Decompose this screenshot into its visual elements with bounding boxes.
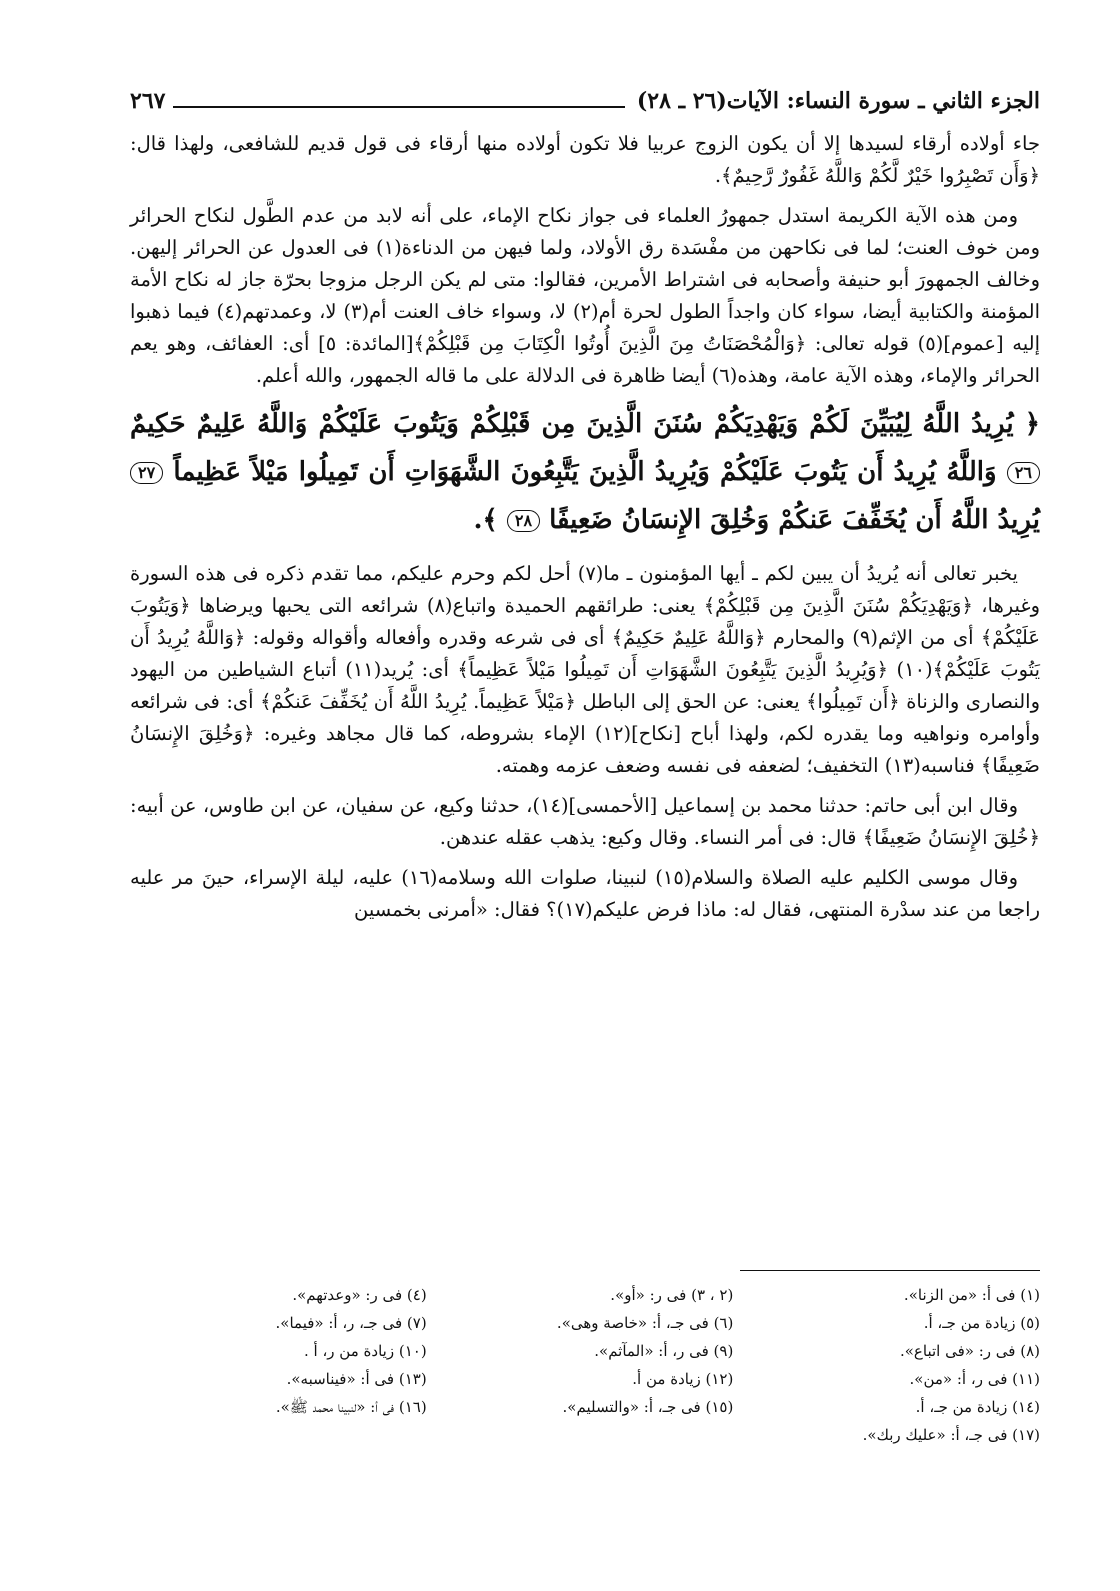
- paragraph-2: ومن هذه الآية الكريمة استدل جمهورُ العلماء فى جواز نكاح الإماء، على أنه لابد من عدم الطَّول لنكاح الحرائر ومن خوف العنت؛ لما فى نكاحهن من مفْسَدة رق الأولاد، ولما فيهن من الدناءة(١) فى العدول عن الحرائر إليهن. وخالف الجمهورَ أبو حنيفة وأصحابه فى اشتراط الأمرين، فقالوا: متى لم يكن الرجل مزوجا بحرّة جاز له نكاح الأمة المؤمنة والكتابية أيضا، سواء كان واجداً الطول لحرة أم(٢) لا، وسواء خاف العنت أم(٣) لا، وعمدتهم(٤) فيما ذهبوا إليه [عموم](٥) قوله تعالى: ﴿وَالْمُحْصَنَاتُ مِنَ الَّذِينَ أُوتُوا الْكِتَابَ مِن قَبْلِكُمْ﴾[المائدة: ٥] أى: العفائف، وهو يعم الحرائر والإماء، وهذه الآية عامة، وهذه(٦) أيضا ظاهرة فى الدلالة على ما قاله الجمهور، والله أعلم.: [130, 204, 1041, 387]
- page: [130, 0, 1040, 1591]
- footnote-11: (١١) فى ر، أ: «من».: [909, 1370, 1040, 1388]
- verse-number-28: ٢٨: [507, 510, 540, 532]
- footnote-6: (٦) فى جـ، أ: «خاصة وهى».: [556, 1314, 734, 1332]
- verse-open-bracket: ﴿: [1024, 409, 1040, 439]
- verse-close-bracket: ﴾.: [473, 505, 498, 535]
- footnote-4: (٤) فى ر: «وعدتهم».: [292, 1286, 427, 1304]
- footnote-12: (١٢) زيادة من أ.: [632, 1370, 734, 1388]
- footnote-15: (١٥) فى جـ، أ: «والتسليم».: [562, 1398, 734, 1416]
- paragraph-4: وقال ابن أبى حاتم: حدثنا محمد بن إسماعيل [الأحمسى](١٤)، حدثنا وكيع، عن سفيان، عن ابن طاوس، عن أبيه: ﴿خُلِقَ الإِنسَانُ ضَعِيفًا﴾ قال: فى أمر النساء. وقال وكيع: يذهب عقله عندهن.: [130, 794, 1040, 849]
- footnote-2-3: (٢ ، ٣) فى ر: «أو».: [610, 1286, 734, 1304]
- footnote-10: (١٠) زيادة من ر، أ .: [303, 1342, 427, 1360]
- quran-verse-block: [130, 400, 1040, 544]
- paragraph-1: جاء أولاده أرقاء لسيدها إلا أن يكون الزوج عربيا فلا تكون أولاده منها أرقاء فى قول قديم للشافعى، ولهذا قال: ﴿وَأَن تَصْبِرُوا خَيْرٌ لَّكُمْ وَاللَّهُ غَفُورٌ رَّحِيمٌ﴾.: [130, 132, 1040, 187]
- main-text: [130, 128, 1040, 934]
- footnote-17: (١٧) فى جـ، أ: «عليك ربك».: [862, 1426, 1040, 1444]
- header-rule: [173, 106, 624, 108]
- paragraph-3: يخبر تعالى أنه يُريدُ أن يبين لكم ـ أيها المؤمنون ـ ما(٧) أحل لكم وحرم عليكم، مما تقدم ذكره فى هذه السورة وغيرها، ﴿وَيَهْدِيَكُمْ سُنَنَ الَّذِينَ مِن قَبْلِكُمْ﴾ يعنى: طرائقهم الحميدة واتباع(٨) شرائعه التى يحبها ويرضاها ﴿وَيَتُوبَ عَلَيْكُمْ﴾ أى من الإثم(٩) والمحارم ﴿وَاللَّهُ عَلِيمٌ حَكِيمٌ﴾ أى فى شرعه وقدره وأفعاله وأقواله وقوله: ﴿وَاللَّهُ يُرِيدُ أَن يَتُوبَ عَلَيْكُمْ﴾(١٠) ﴿وَيُرِيدُ الَّذِينَ يَتَّبِعُونَ الشَّهَوَاتِ أَن تَمِيلُوا مَيْلاً عَظِيماً﴾ أى: يُريد(١١) أتباع الشياطين من اليهود والنصارى والزناة ﴿أَن تَمِيلُوا﴾ يعنى: عن الحق إلى الباطل ﴿مَيْلاً عَظِيماً. يُرِيدُ اللَّهُ أَن يُخَفِّفَ عَنكُمْ﴾ أى: فى شرائعه وأوامره ونواهيه وما يقدره لكم، ولهذا أباح [نكاح](١٢) الإماء بشروطه، كما قال مجاهد وغيره: ﴿وَخُلِقَ الإِنسَانُ ضَعِيفًا﴾ فناسبه(١٣) التخفيف؛ لضعفه فى نفسه وضعف عزمه وهمته.: [130, 562, 1041, 777]
- footnote-13: (١٣) فى أ: «فيناسبه».: [286, 1370, 427, 1388]
- verse-part-3: يُرِيدُ اللَّهُ أَن يُخَفِّفَ عَنكُمْ وَخُلِقَ الإِنسَانُ ضَعِيفًا: [549, 505, 1040, 535]
- footnotes: [130, 1270, 1040, 1445]
- page-number: ٢٦٧: [130, 88, 166, 114]
- header-title: الجزء الثاني ـ سورة النساء: الآيات(٢٦ ـ ٢٨): [636, 88, 1040, 114]
- verse-part-1: يُرِيدُ اللَّهُ لِيُبَيِّنَ لَكُمْ وَيَهْدِيَكُمْ سُنَنَ الَّذِينَ مِن قَبْلِكُمْ وَيَتُوبَ عَلَيْكُمْ وَاللَّهُ عَلِيمٌ حَكِيمٌ: [130, 409, 1014, 439]
- footnote-9: (٩) فى ر، أ: «المآثم».: [594, 1342, 734, 1360]
- verse-number-27: ٢٧: [130, 462, 163, 484]
- footnote-5: (٥) زيادة من جـ، أ.: [923, 1314, 1040, 1332]
- footnote-8: (٨) فى ر: «فى اتباع».: [899, 1342, 1040, 1360]
- footnote-14: (١٤) زيادة من جـ، أ.: [915, 1398, 1040, 1416]
- paragraph-5: وقال موسى الكليم عليه الصلاة والسلام(١٥) لنبينا، صلوات الله وسلامه(١٦) عليه، ليلة الإسراء، حينَ مر عليه راجعا من عند سدْرة المنتهى، فقال له: ماذا فرض عليكم(١٧)؟ فقال: «أمرنى بخمسين: [130, 866, 1040, 921]
- footnote-16: (١٦) فى أ: «لنبينا محمد ﷺ».: [275, 1398, 427, 1416]
- verse-number-26: ٢٦: [1007, 462, 1040, 484]
- footnote-7: (٧) فى جـ، ر، أ: «فيما».: [275, 1314, 427, 1332]
- footnote-1: (١) فى أ: «من الزنا».: [903, 1286, 1040, 1304]
- footnote-grid: [130, 1285, 1040, 1445]
- verse-part-2: وَاللَّهُ يُرِيدُ أَن يَتُوبَ عَلَيْكُمْ وَيُرِيدُ الَّذِينَ يَتَّبِعُونَ الشَّهَوَاتِ أَن تَمِيلُوا مَيْلاً عَظِيماً: [173, 457, 997, 487]
- running-header: [130, 78, 1040, 114]
- footnote-separator: [740, 1270, 1040, 1271]
